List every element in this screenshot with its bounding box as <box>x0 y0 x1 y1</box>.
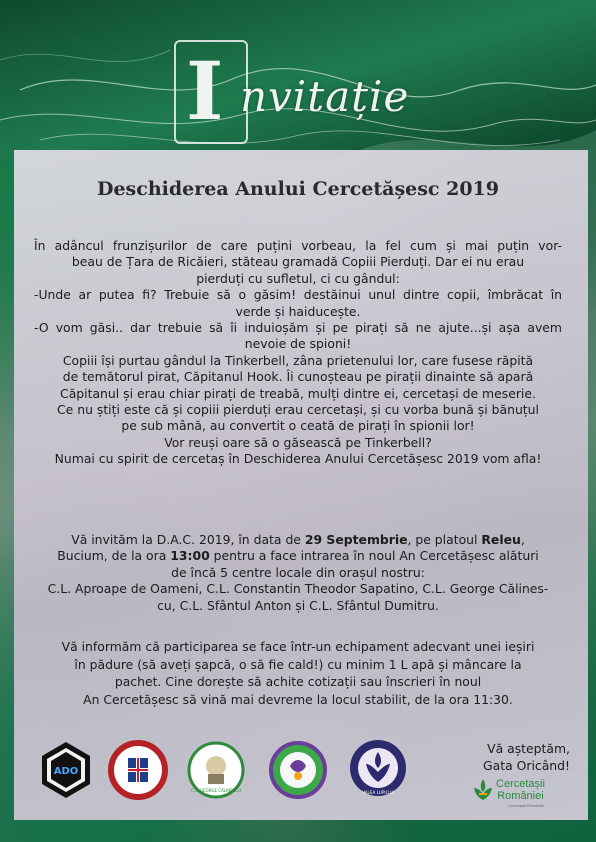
closing-line: Vă așteptăm, <box>487 741 570 756</box>
event-subtitle: Deschiderea Anului Cercetășesc 2019 <box>96 178 499 200</box>
story-line: nevoie de spioni! <box>244 336 352 352</box>
invitation-details <box>30 532 566 614</box>
invite-line: Bucium, de la ora 13:00 pentru a face intrarea în noul An Cercetășesc alături <box>57 548 539 564</box>
fleur-de-lis-icon <box>472 778 494 804</box>
title-drop-cap: I <box>174 40 248 144</box>
logo-cl-sfantul-dumitru <box>348 738 408 798</box>
svg-text:VALEA LUPULUI: VALEA LUPULUI <box>362 790 394 795</box>
svg-text:ADO: ADO <box>53 766 79 777</box>
info-line: în pădure (să aveți șapcă, o să fie cald!) cu minim 1 L apă și mâncare la <box>74 656 522 672</box>
story-line: -Unde ar putea fi? Trebuie să o găsim! destăinui unul dintre copii, îmbrăcat în <box>34 287 562 303</box>
story-line: -O vom găsi.. dar trebuie să îi induioșăm și pe pirați să ne ajute...și așa avem <box>34 320 562 336</box>
logo-cl-sfantul-anton <box>268 740 328 800</box>
story-line: de temătorul pirat, Căpitanul Hook. Îi cunoșteau pe pirații dinainte să apară <box>62 369 534 385</box>
invite-line: Vă invităm la D.A.C. 2019, în data de 29 Septembrie, pe platoul Releu, <box>71 532 525 547</box>
invite-line: cu, C.L. Sfântul Anton și C.L. Sfântul Dumitru. <box>157 597 439 613</box>
event-time: 13:00 <box>170 548 210 564</box>
story-line: Copiii își purtau gândul la Tinkerbell, zâna prietenului lor, care fusese răpită <box>62 352 534 368</box>
story-text <box>34 238 562 468</box>
invite-line: C.L. Aproape de Oameni, C.L. Constantin Theodor Sapatino, C.L. George Călines- <box>47 581 549 597</box>
info-line: pachet. Cine dorește să achite cotizații sau înscrieri în noul <box>114 674 482 689</box>
svg-text:C.L. GEORGE CĂLINESCU: C.L. GEORGE CĂLINESCU <box>190 788 242 793</box>
story-line: pe sub mână, au convertit o ceată de pirați în spionii lor! <box>121 418 475 434</box>
info-line: Vă informăm că participarea se face într-un echipament adecvant unei ieșiri <box>61 639 535 654</box>
logo-cl-george-calinescu <box>186 740 246 800</box>
closing-signoff <box>420 740 570 774</box>
story-line: pierduți cu sufletul, ci cu gândul: <box>196 270 400 286</box>
brand-name: Cercetașii României <box>496 778 545 802</box>
story-line: Vor reuși oare să o găsească pe Tinkerbell? <box>164 434 432 450</box>
cercetasii-romaniei-brand <box>472 778 572 808</box>
logo-aproape-de-oameni <box>36 740 96 800</box>
story-line: verde și haiducește. <box>235 303 361 319</box>
story-line: Căpitanul și erau chiar pirați de treabă, mulți dintre ei, cercetași de meserie. <box>60 385 536 401</box>
info-line: An Cercetășesc să vină mai devreme la locul stabilit, de la ora 11:30. <box>83 691 513 707</box>
event-date: 29 Septembrie <box>304 532 408 547</box>
story-line: beau de Țara de Ricăieri, stăteau gramadă Copiii Pierduți. Dar ei nu erau <box>71 254 525 270</box>
brand-tagline: Cercetașii României <box>508 803 544 808</box>
story-line: În adâncul frunzișurilor de care puțini vorbeau, la fel cum și mai puțin vor- <box>34 238 562 253</box>
story-line: Ce nu știți este că și copiii pierduți erau cercetași, și cu vorba bună și bănuțul <box>57 402 539 418</box>
practical-info <box>34 638 562 708</box>
logo-cl-sapatino <box>108 740 168 800</box>
event-place: Releu <box>481 532 521 547</box>
invitation-title <box>170 44 430 144</box>
closing-line: Gata Oricând! <box>483 758 570 773</box>
local-center-logos <box>36 738 416 802</box>
invite-line: de încă 5 centre locale din orașul nostru: <box>171 564 425 580</box>
story-line: Numai cu spirit de cercetaș în Deschiderea Anului Cercetășesc 2019 vom afla! <box>54 451 542 467</box>
title-text: nvitație <box>240 72 410 121</box>
